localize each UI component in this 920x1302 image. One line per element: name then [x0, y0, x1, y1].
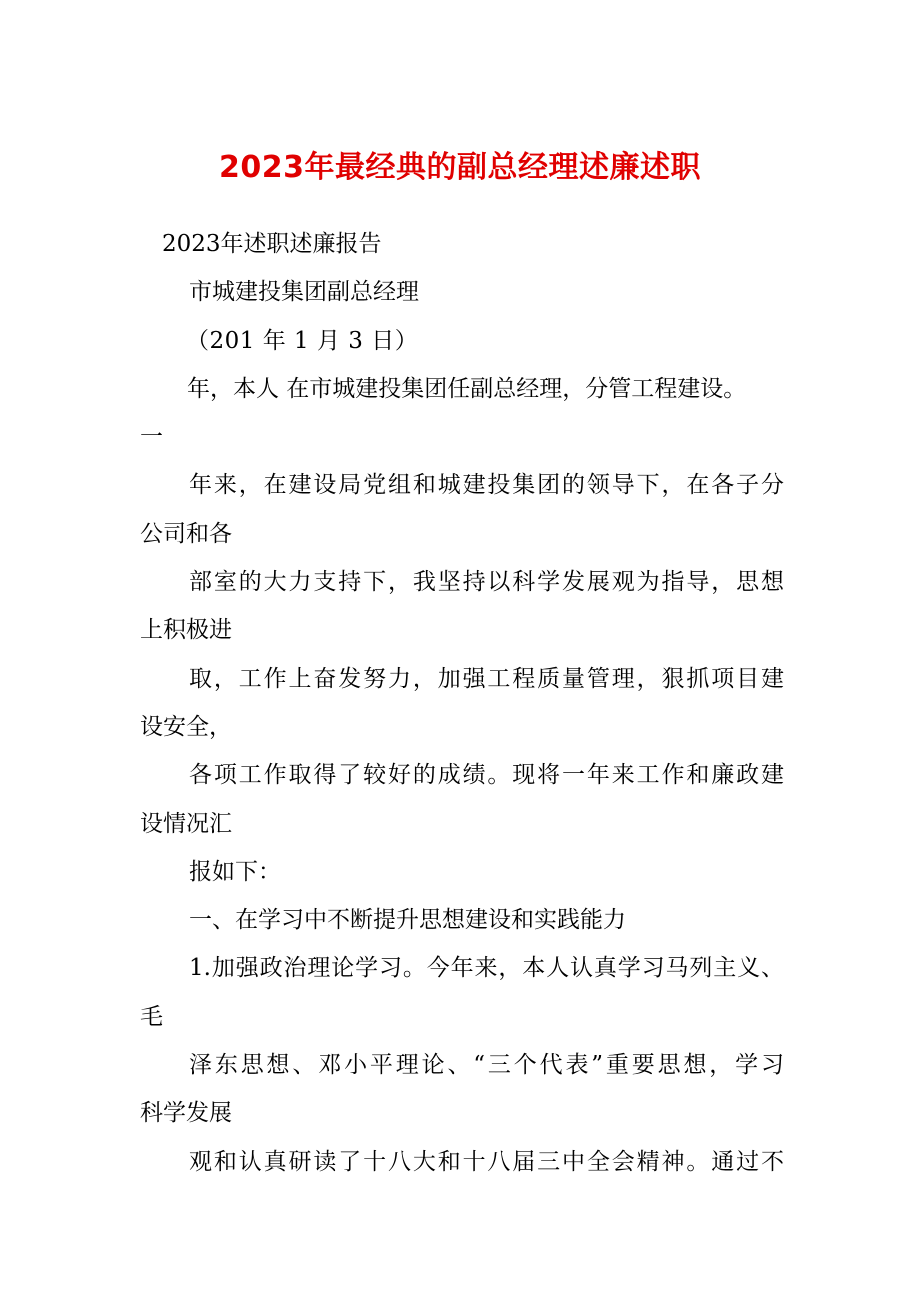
text-line: 1.加强政治理论学习。今年来，本人认真学习马列主义、: [189, 955, 784, 982]
text-line: 年，本人 在市城建投集团任副总经理，分管工程建设。: [187, 375, 747, 402]
text-line: 年来，在建设局党组和城建投集团的领导下，在各子分: [189, 472, 784, 499]
text-line: 取，工作上奋发努力，加强工程质量管理，狠抓项目建: [189, 665, 784, 692]
text-line: 报如下：: [189, 858, 281, 885]
text-line: 设情况汇: [140, 810, 232, 837]
text-line: 上积极进: [140, 617, 232, 644]
text-line: 泽东思想、邓小平理论、“三个代表”重要思想，学习: [189, 1052, 784, 1079]
report-heading: 2023年述职述廉报告: [162, 231, 382, 257]
text-line: 毛: [140, 1003, 163, 1030]
text-line: 科学发展: [140, 1100, 232, 1127]
section-heading: 一、在学习中不断提升思想建设和实践能力: [189, 907, 626, 934]
text-line: 观和认真研读了十八大和十八届三中全会精神。通过不: [189, 1148, 784, 1175]
text-line: 各项工作取得了较好的成绩。现将一年来工作和廉政建: [189, 762, 784, 789]
text-line: 设安全，: [140, 713, 232, 740]
author-position: 市城建投集团副总经理: [189, 279, 419, 306]
report-date: （201 年 1 月 3 日）: [186, 327, 419, 354]
document-title: 2023年最经典的副总经理述廉述职: [219, 150, 701, 185]
text-line: 公司和各: [140, 520, 232, 547]
text-line: 一: [140, 424, 163, 451]
document-body: [140, 220, 784, 1186]
text-line: 部室的大力支持下，我坚持以科学发展观为指导，思想: [189, 569, 784, 596]
